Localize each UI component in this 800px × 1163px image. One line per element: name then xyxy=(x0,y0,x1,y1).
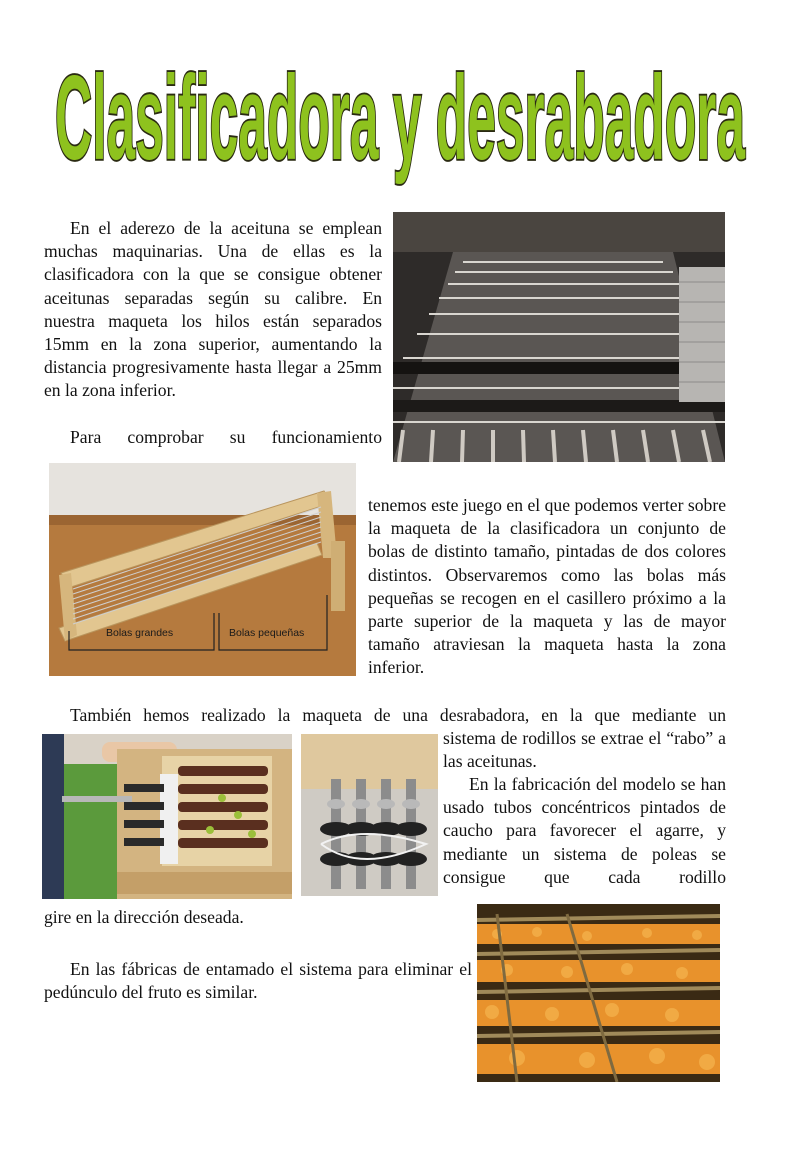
paragraph-desrabadora-start: También hemos realizado la maqueta de una desrabadora, en la que mediante un xyxy=(70,705,726,725)
paragraph-fabricacion: En la fabricación del modelo se han usado tubos concéntricos pintados de caucho para favorecer el agarre, y mediante un sistema de poleas se consigue que cada rodillo xyxy=(443,774,726,887)
caption-bolas-grandes: Bolas grandes xyxy=(106,627,174,639)
page-title-text: Clasificadora y desrabadora xyxy=(54,50,746,185)
paragraph-comprobar-rest: tenemos este juego en el que podemos verter sobre la maqueta de la clasificadora un conjunto de bolas de distinto tamaño, pintadas de dos colores distintos. Observaremos como las bolas más pequeñas se recogen en el casillero próximo a la parte superior de la maqueta y las de mayor tamaño atraviesan la maqueta hasta la zona inferior. xyxy=(368,495,726,678)
photo-rollers-pulleys xyxy=(301,734,438,896)
paragraph-fabricacion-end: gire en la dirección deseada. xyxy=(44,907,244,927)
caption-bolas-pequenas: Bolas pequeñas xyxy=(229,627,305,639)
photo-factory-destemmer xyxy=(477,904,720,1082)
photo-industrial-sorter xyxy=(393,212,725,462)
paragraph-comprobar-start: Para comprobar su funcionamiento xyxy=(70,427,382,447)
photo-wooden-sorter-model xyxy=(49,463,356,676)
photo-desrabadora-model xyxy=(42,734,292,899)
paragraph-desrabadora-cont: sistema de rodillos se extrae el “rabo” a las aceitunas. xyxy=(443,728,726,772)
paragraph-fabricas: En las fábricas de entamado el sistema para eliminar el pedúnculo del fruto es similar. xyxy=(44,959,472,1003)
paragraph-clasificadora: En el aderezo de la aceituna se emplean muchas maquinarias. Una de ellas es la clasificadora con la que se consigue obtener aceitunas separadas según su calibre. En nuestra maqueta los hilos están separados 15mm en la zona superior, aumentando la distancia progresivamente hasta llegar a 25mm en la zona inferior. xyxy=(44,218,382,401)
page-title xyxy=(40,48,760,198)
